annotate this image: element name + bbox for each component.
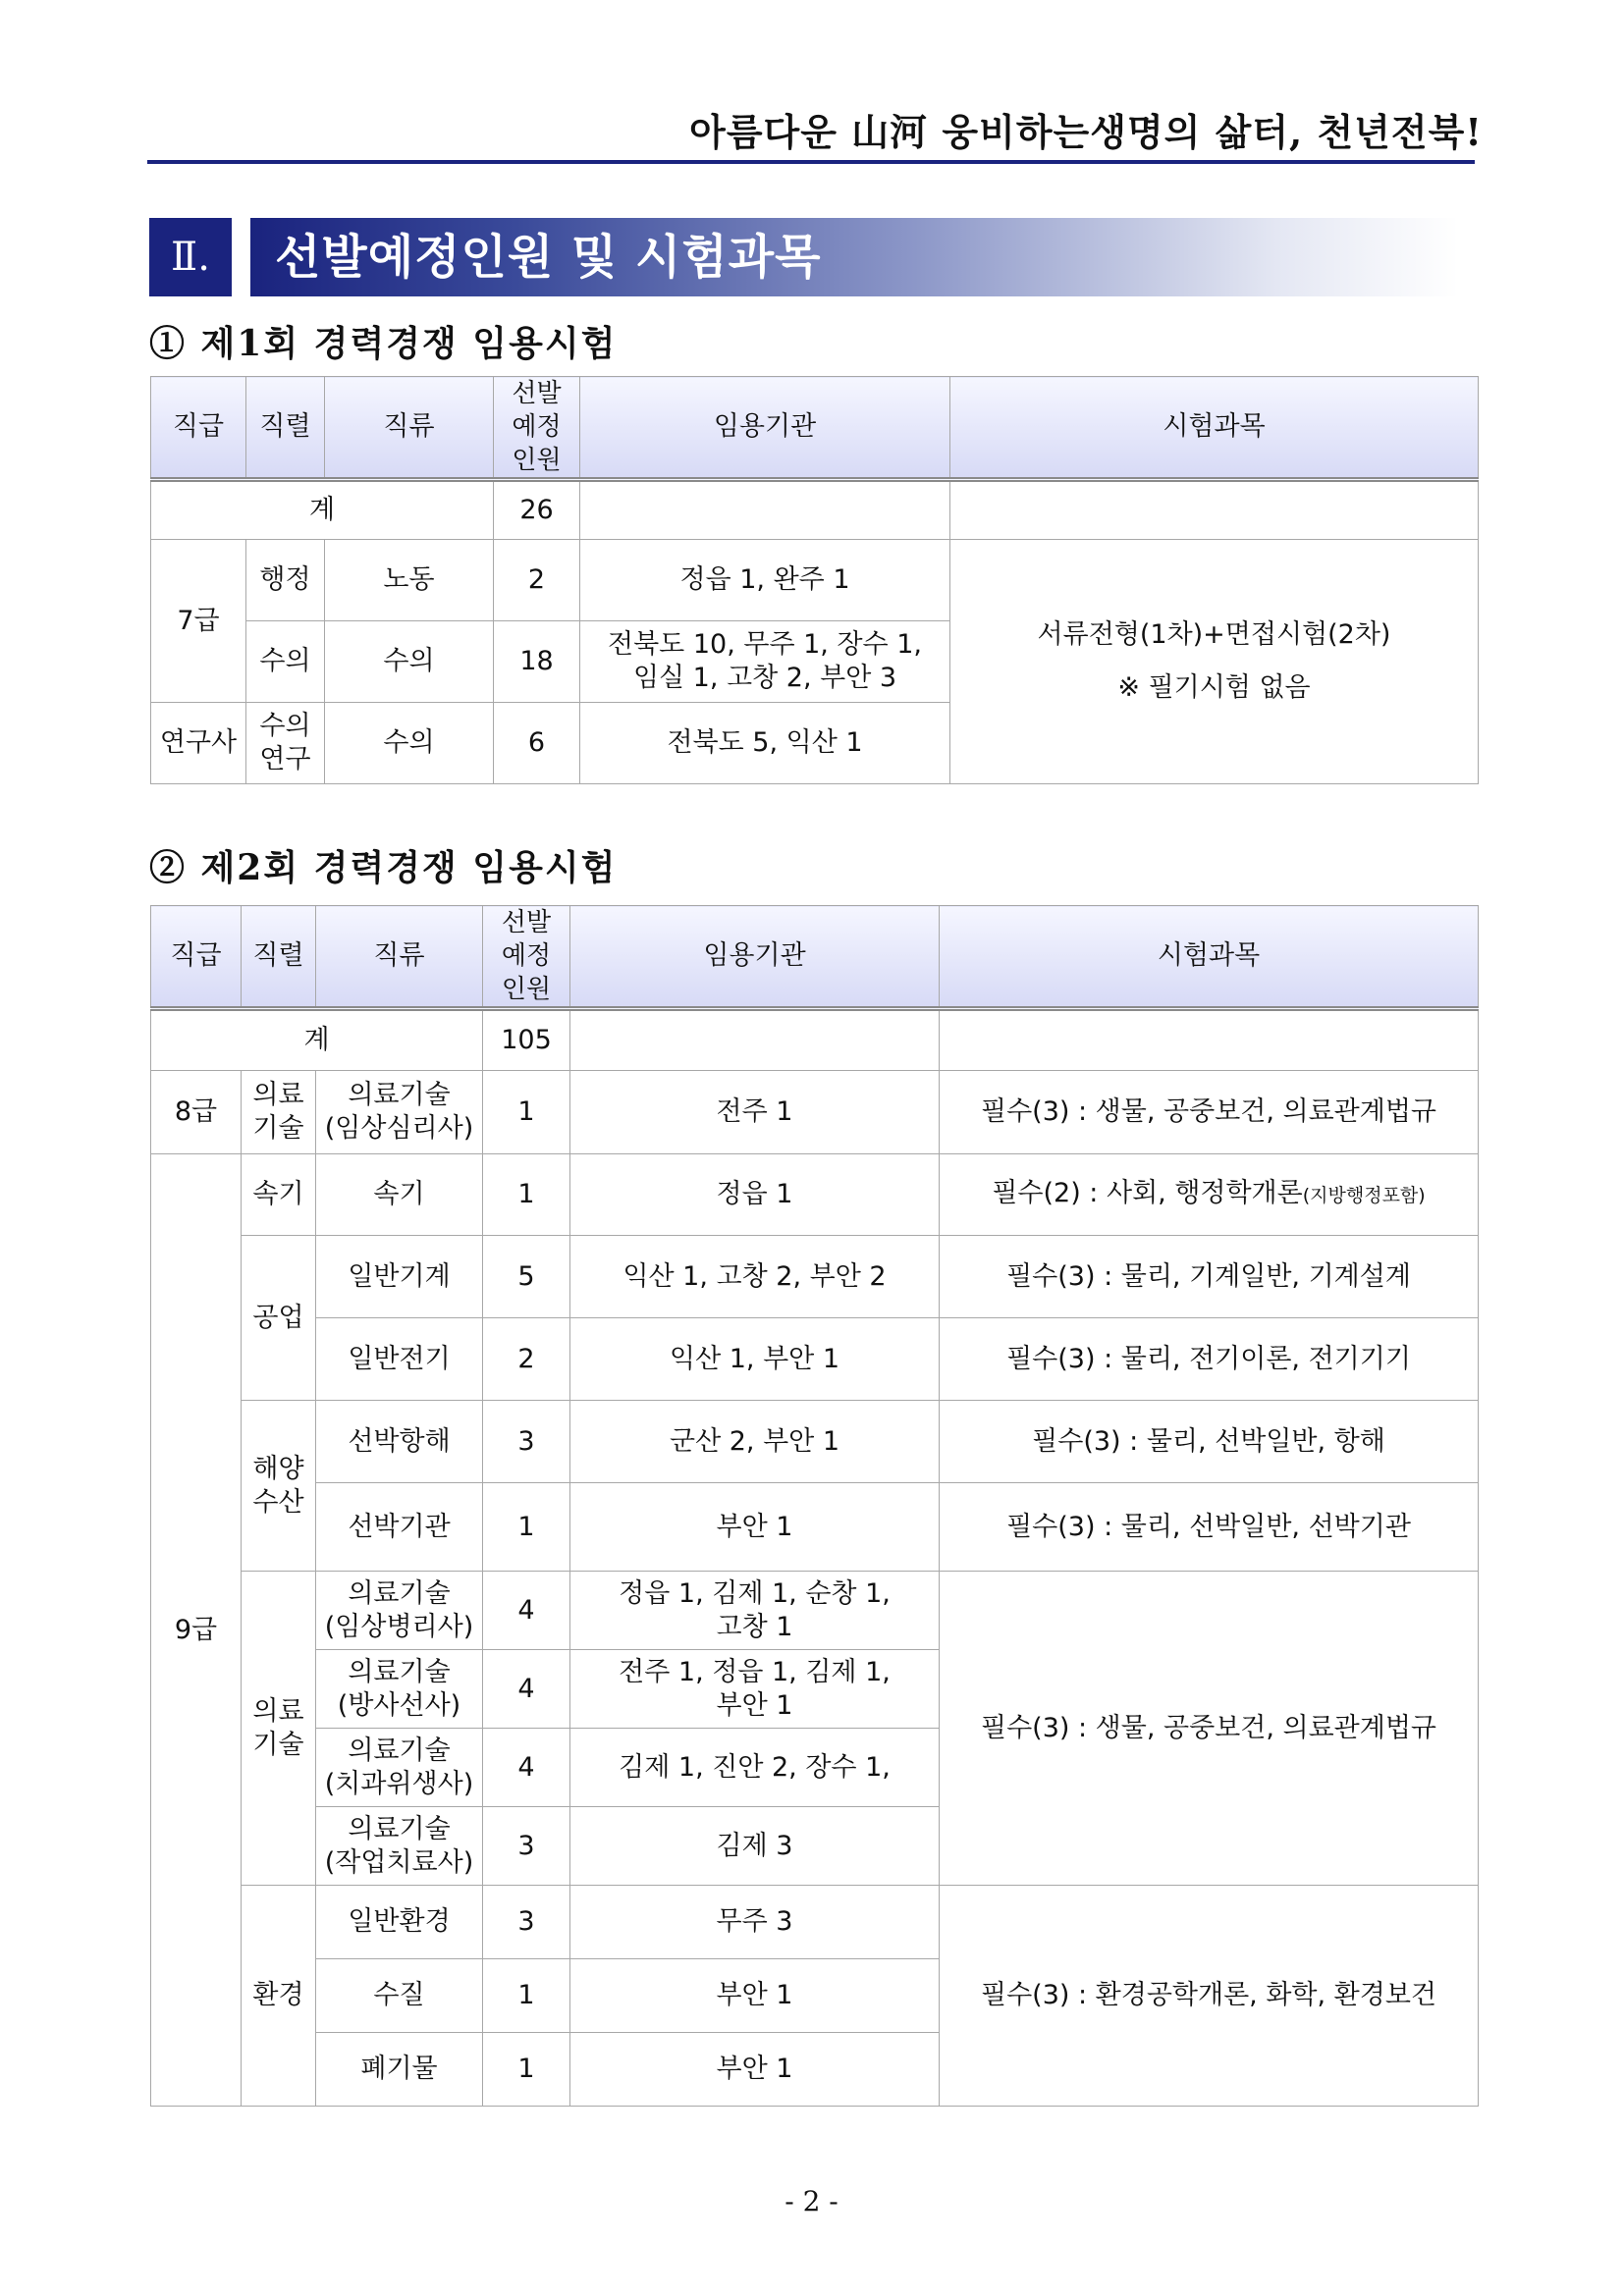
series-cell: 의료 기술 (242, 1572, 316, 1886)
subjects-cell: 필수(3) : 물리, 선박일반, 항해 (940, 1401, 1479, 1483)
class-cell: 선박항해 (316, 1401, 483, 1483)
agency-cell: 부안 1 (570, 1483, 940, 1572)
table-row (151, 1572, 1479, 1650)
section-number: Ⅱ. (149, 218, 232, 296)
header-grade: 직급 (151, 377, 246, 480)
class-cell: 선박기관 (316, 1483, 483, 1572)
total-count: 26 (494, 480, 580, 540)
total-label: 계 (151, 1009, 483, 1071)
class-cell: 의료기술 (작업치료사) (316, 1807, 483, 1886)
header-subjects: 시험과목 (950, 377, 1479, 480)
count-cell: 6 (494, 703, 580, 784)
grade-cell: 8급 (151, 1071, 242, 1154)
header-class: 직류 (325, 377, 494, 480)
agency-cell: 전주 1 (570, 1071, 940, 1154)
class-cell: 폐기물 (316, 2033, 483, 2107)
agency-cell: 무주 3 (570, 1886, 940, 1959)
table-row (151, 1154, 1479, 1236)
class-cell: 의료기술 (치과위생사) (316, 1729, 483, 1807)
subjects-cell: 서류전형(1차)+면접시험(2차) ※ 필기시험 없음 (950, 540, 1479, 784)
series-cell: 해양 수산 (242, 1401, 316, 1572)
agency-cell: 전북도 5, 익산 1 (580, 703, 950, 784)
agency-cell: 부안 1 (570, 2033, 940, 2107)
grade-cell: 9급 (151, 1154, 242, 2107)
series-cell: 행정 (246, 540, 325, 621)
grade-cell: 7급 (151, 540, 246, 703)
count-cell: 1 (483, 1959, 570, 2033)
table-row (151, 540, 1479, 621)
subjects-cell: 필수(2) : 사회, 행정학개론(지방행정포함) (940, 1154, 1479, 1236)
header-series: 직렬 (242, 906, 316, 1009)
total-label: 계 (151, 480, 494, 540)
table-row (151, 1318, 1479, 1401)
table2-total-row (151, 1009, 1479, 1071)
table2-title: ② 제2회 경력경쟁 임용시험 (149, 847, 618, 888)
subjects-cell: 필수(3) : 생물, 공중보건, 의료관계법규 (940, 1572, 1479, 1886)
header-grade: 직급 (151, 906, 242, 1009)
class-cell: 일반전기 (316, 1318, 483, 1401)
agency-cell: 전북도 10, 무주 1, 장수 1, 임실 1, 고창 2, 부안 3 (580, 621, 950, 703)
table-row (151, 1236, 1479, 1318)
header-rule (147, 160, 1475, 164)
class-cell: 수의 (325, 703, 494, 784)
class-cell: 일반환경 (316, 1886, 483, 1959)
agency-cell: 익산 1, 부안 1 (570, 1318, 940, 1401)
class-cell: 속기 (316, 1154, 483, 1236)
table1-title: ① 제1회 경력경쟁 임용시험 (149, 323, 618, 364)
header-series: 직렬 (246, 377, 325, 480)
count-cell: 5 (483, 1236, 570, 1318)
header-subjects: 시험과목 (940, 906, 1479, 1009)
count-cell: 1 (483, 1154, 570, 1236)
table-row (151, 1483, 1479, 1572)
subjects-cell: 필수(3) : 물리, 전기이론, 전기기기 (940, 1318, 1479, 1401)
grade-cell: 연구사 (151, 703, 246, 784)
table2 (150, 905, 1479, 2107)
series-cell: 환경 (242, 1886, 316, 2107)
series-cell: 의료 기술 (242, 1071, 316, 1154)
agency-cell: 부안 1 (570, 1959, 940, 2033)
count-cell: 4 (483, 1650, 570, 1729)
table-row (151, 1401, 1479, 1483)
agency-cell: 전주 1, 정읍 1, 김제 1, 부안 1 (570, 1650, 940, 1729)
table-row (151, 1071, 1479, 1154)
table2-header-row (151, 906, 1479, 1009)
class-cell: 의료기술 (임상병리사) (316, 1572, 483, 1650)
agency-cell: 정읍 1, 김제 1, 순창 1, 고창 1 (570, 1572, 940, 1650)
class-cell: 의료기술 (임상심리사) (316, 1071, 483, 1154)
count-cell: 1 (483, 1071, 570, 1154)
series-cell: 수의 연구 (246, 703, 325, 784)
section-title: 선발예정인원 및 시험과목 (275, 230, 822, 285)
count-cell: 18 (494, 621, 580, 703)
table1-total-row (151, 480, 1479, 540)
count-cell: 3 (483, 1886, 570, 1959)
table1 (150, 376, 1479, 784)
header-count: 선발 예정 인원 (494, 377, 580, 480)
class-cell: 수질 (316, 1959, 483, 2033)
count-cell: 1 (483, 1483, 570, 1572)
count-cell: 3 (483, 1401, 570, 1483)
agency-cell: 정읍 1 (570, 1154, 940, 1236)
series-cell: 수의 (246, 621, 325, 703)
page-number: - 2 - (784, 2185, 839, 2217)
header-class: 직류 (316, 906, 483, 1009)
agency-cell: 정읍 1, 완주 1 (580, 540, 950, 621)
agency-cell: 군산 2, 부안 1 (570, 1401, 940, 1483)
header-agency: 임용기관 (580, 377, 950, 480)
class-cell: 의료기술 (방사선사) (316, 1650, 483, 1729)
agency-cell: 김제 1, 진안 2, 장수 1, (570, 1729, 940, 1807)
header-motto: 아름다운 山河 웅비하는생명의 삶터, 천년전북! (689, 110, 1483, 154)
count-cell: 4 (483, 1729, 570, 1807)
count-cell: 2 (483, 1318, 570, 1401)
total-count: 105 (483, 1009, 570, 1071)
header-count: 선발 예정 인원 (483, 906, 570, 1009)
count-cell: 2 (494, 540, 580, 621)
class-cell: 일반기계 (316, 1236, 483, 1318)
class-cell: 노동 (325, 540, 494, 621)
series-cell: 공업 (242, 1236, 316, 1401)
subjects-cell: 필수(3) : 물리, 기계일반, 기계설계 (940, 1236, 1479, 1318)
header-agency: 임용기관 (570, 906, 940, 1009)
agency-cell: 김제 3 (570, 1807, 940, 1886)
table-row (151, 1886, 1479, 1959)
count-cell: 4 (483, 1572, 570, 1650)
subjects-cell: 필수(3) : 환경공학개론, 화학, 환경보건 (940, 1886, 1479, 2107)
class-cell: 수의 (325, 621, 494, 703)
agency-cell: 익산 1, 고창 2, 부안 2 (570, 1236, 940, 1318)
table1-header-row (151, 377, 1479, 480)
count-cell: 1 (483, 2033, 570, 2107)
series-cell: 속기 (242, 1154, 316, 1236)
count-cell: 3 (483, 1807, 570, 1886)
subjects-cell: 필수(3) : 생물, 공중보건, 의료관계법규 (940, 1071, 1479, 1154)
subjects-cell: 필수(3) : 물리, 선박일반, 선박기관 (940, 1483, 1479, 1572)
